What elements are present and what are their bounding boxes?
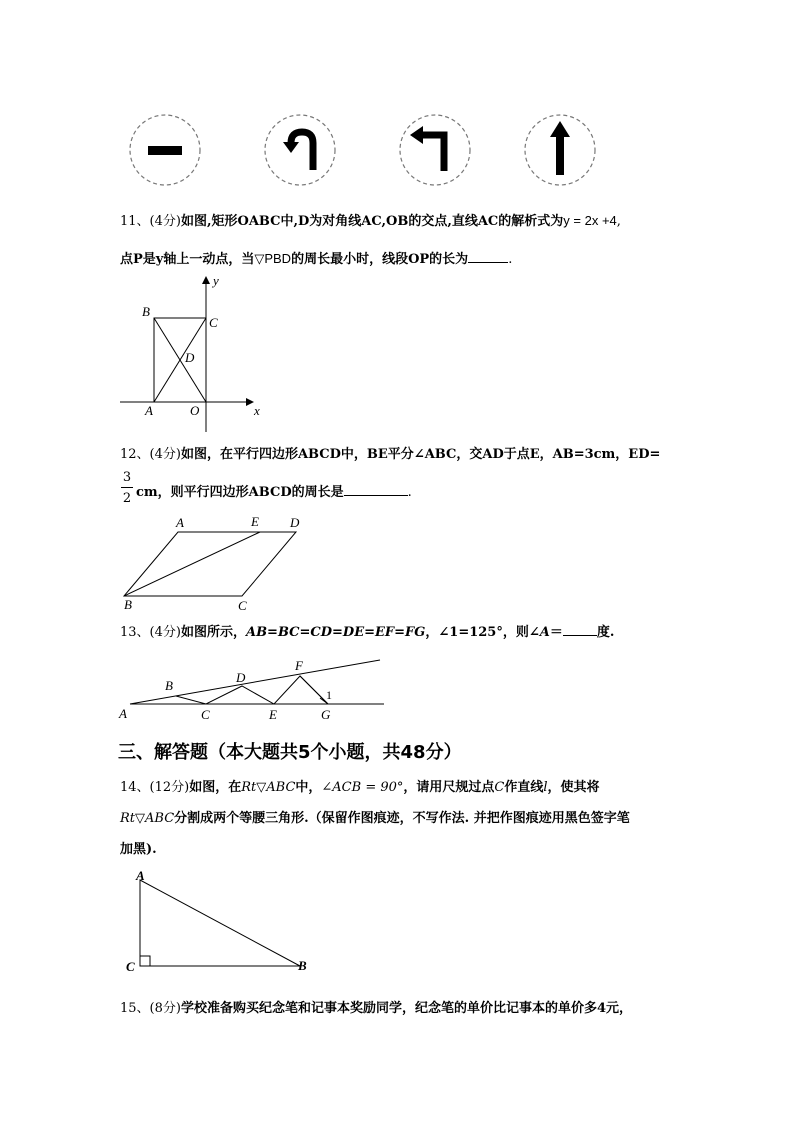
label-c: C [209,315,218,330]
q14-rt-triangle-2: Rt▽ABC [120,811,175,826]
q14-text-a: 如图，在 [189,780,242,795]
q15-line1 [120,1000,632,1018]
zigzag [176,676,328,704]
q11-score: (4分) [149,214,181,229]
label-c: C [238,598,247,613]
q11-figure [118,270,268,440]
q15-number: 15、 [120,1001,150,1016]
q12-fraction-bar [121,487,133,488]
label-e: E [251,514,259,529]
label-a: A [136,868,145,883]
q13-text-d: 度. [596,625,615,640]
label-e: E [269,707,277,722]
q11-answer-blank [468,249,508,263]
q14-number: 14、 [120,780,150,795]
label-g: G [321,707,331,722]
label-d: D [290,515,300,530]
q13-number: 13、 [120,625,150,640]
no-entry-sign-icon [130,115,200,185]
q14-rt-triangle-1: Rt▽ABC [241,780,296,795]
q11-number: 11、 [120,214,150,229]
q14-text-c: ，请用尺规过点 [403,780,495,795]
label-b: B [165,678,173,693]
q12-fraction-numerator: 3 [122,470,132,485]
label-a: A [176,515,184,530]
label-c: C [126,959,135,974]
q11-line2 [120,249,512,269]
q15-text: 学校准备购买纪念笔和记事本奖励同学，纪念笔的单价比记事本的单价多4元， [180,1001,633,1016]
u-turn-sign-icon [265,115,335,185]
label-d: D [236,670,246,685]
label-b: B [124,597,132,612]
q14-score: (12分) [149,780,190,795]
label-o: O [190,403,200,418]
section-heading: 三、解答题（本大题共5个小题，共48分） [118,742,462,763]
q13-text-a: 如图所示， [180,625,246,640]
q11-triangle: ▽PBD [254,251,292,266]
q14-point-c: C [494,780,505,795]
q12-figure [118,512,318,614]
left-turn-sign-icon [400,115,470,185]
label-y: y [213,273,219,288]
q12-score: (4分) [149,447,181,462]
q12-number: 12、 [120,447,150,462]
label-angle-1: 1 [326,688,332,702]
q13-figure [118,652,390,724]
q14-text-b: 中， [295,780,322,795]
q13-equation: AB=BC=CD=DE=EF=FG [245,625,426,640]
q11-end: . [508,252,513,267]
q15-score: (8分) [149,1001,181,1016]
q13-text-b: ，∠1=125°，则∠ [425,625,540,640]
q12-end: . [407,485,412,500]
q14-line-l: l [543,780,548,795]
q13-score: (4分) [149,625,181,640]
label-f: F [295,658,303,673]
q11-formula: y = 2x +4 [563,213,617,228]
q14-line3 [120,841,157,859]
q12-fraction-denominator: 2 [122,491,132,506]
q14-text-e: ，使其将 [547,780,600,795]
label-b: B [142,304,150,319]
q12-line1 [120,446,660,464]
q13-text-c: ＝ [549,625,563,640]
segment-be [124,532,260,596]
q11-text-a: 如图,矩形OABC中,D为对角线AC,OB的交点,直线AC的解析式为 [180,214,564,229]
q11-tail: , [616,214,621,229]
label-c: C [201,707,210,722]
q12-answer-blank [344,482,408,496]
q14-figure [118,866,318,976]
parallelogram-abcd [124,532,296,596]
q11-text-b-post: 的周长最小时，线段OP的长为 [291,252,469,267]
label-d: D [185,350,195,365]
label-a: A [119,706,127,721]
q14-text-f: 分割成两个等腰三角形.（保留作图痕迹，不写作法. 并把作图痕迹用黑色签字笔 [174,811,630,826]
q14-text-g: 加黑). [120,842,157,857]
q13-line1 [120,622,614,642]
q14-line1 [120,779,600,797]
straight-ahead-sign-icon [525,115,595,185]
q11-text-b-pre: 点P是y轴上一动点，当 [120,252,255,267]
q13-angle-var: A [539,625,550,640]
label-x: x [254,403,260,418]
right-triangle-abc [140,880,300,966]
q14-angle: ∠ACB = 90° [321,780,404,795]
q14-text-d: 作直线 [504,780,544,795]
q12-text-b: cm，则平行四边形ABCD的周长是 [136,485,344,500]
q13-answer-blank [563,622,597,636]
q12-line2 [136,482,412,502]
label-a: A [145,403,153,418]
q14-line2 [120,810,630,828]
right-angle-mark [140,956,150,966]
traffic-signs [120,105,610,195]
label-b: B [298,958,307,973]
q12-text-a: 如图，在平行四边形ABCD中，BE平分∠ABC，交AD于点E，AB=3cm，ED= [180,447,661,462]
q11-line1 [120,212,621,231]
